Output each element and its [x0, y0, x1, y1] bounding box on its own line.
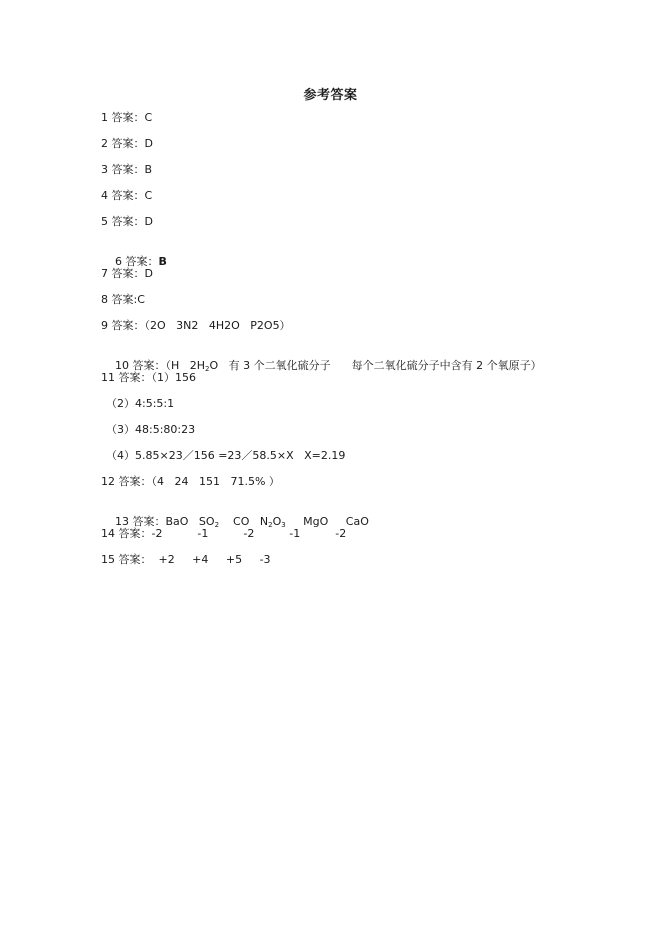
- answer-13-mid: CO N: [219, 515, 269, 528]
- answer-7: 7 答案：D: [101, 267, 153, 280]
- answer-10-tail: O 有 3 个二氧化硫分子 每个二氧化硫分子中含有 2 个氧原子）: [209, 359, 542, 372]
- answer-13-mid2: O: [272, 515, 282, 528]
- answer-6-value: B: [158, 255, 167, 268]
- answer-13-tail: MgO CaO: [285, 515, 369, 528]
- answer-13-sub-3: 3: [281, 521, 286, 529]
- answer-13-sub-1: 2: [214, 521, 220, 529]
- answer-8: 8 答案:C: [101, 293, 145, 306]
- answer-10-head: 10 答案：（H 2H: [115, 359, 206, 372]
- answer-9: 9 答案：（2O 3N2 4H2O P2O5）: [101, 319, 291, 332]
- answer-15: 15 答案： +2 +4 +5 -3: [101, 553, 271, 566]
- answer-13-label: 13 答案：BaO SO: [115, 515, 215, 528]
- page-title: 参考答案: [303, 88, 358, 103]
- answer-2: 2 答案：D: [101, 137, 153, 150]
- answer-11-part-3: （3）48:5:80:23: [106, 423, 196, 436]
- answer-11: 11 答案：（1）156: [101, 371, 196, 384]
- answer-5: 5 答案：D: [101, 215, 153, 228]
- answer-14: 14 答案：-2 -1 -2 -1 -2: [101, 527, 347, 540]
- answer-4: 4 答案：C: [101, 189, 153, 202]
- answer-6-label: 6 答案：: [115, 255, 159, 268]
- answer-3: 3 答案：B: [101, 163, 153, 176]
- answer-12: 12 答案：（4 24 151 71.5% ）: [101, 475, 280, 488]
- answer-1: 1 答案：C: [101, 111, 153, 124]
- answer-13-sub-2: 2: [268, 521, 273, 529]
- answer-11-part-2: （2）4:5:5:1: [106, 397, 175, 410]
- answer-11-part-4: （4）5.85×23／156 =23／58.5×X X=2.19: [106, 449, 346, 462]
- answer-10-subscript: 2: [205, 365, 210, 373]
